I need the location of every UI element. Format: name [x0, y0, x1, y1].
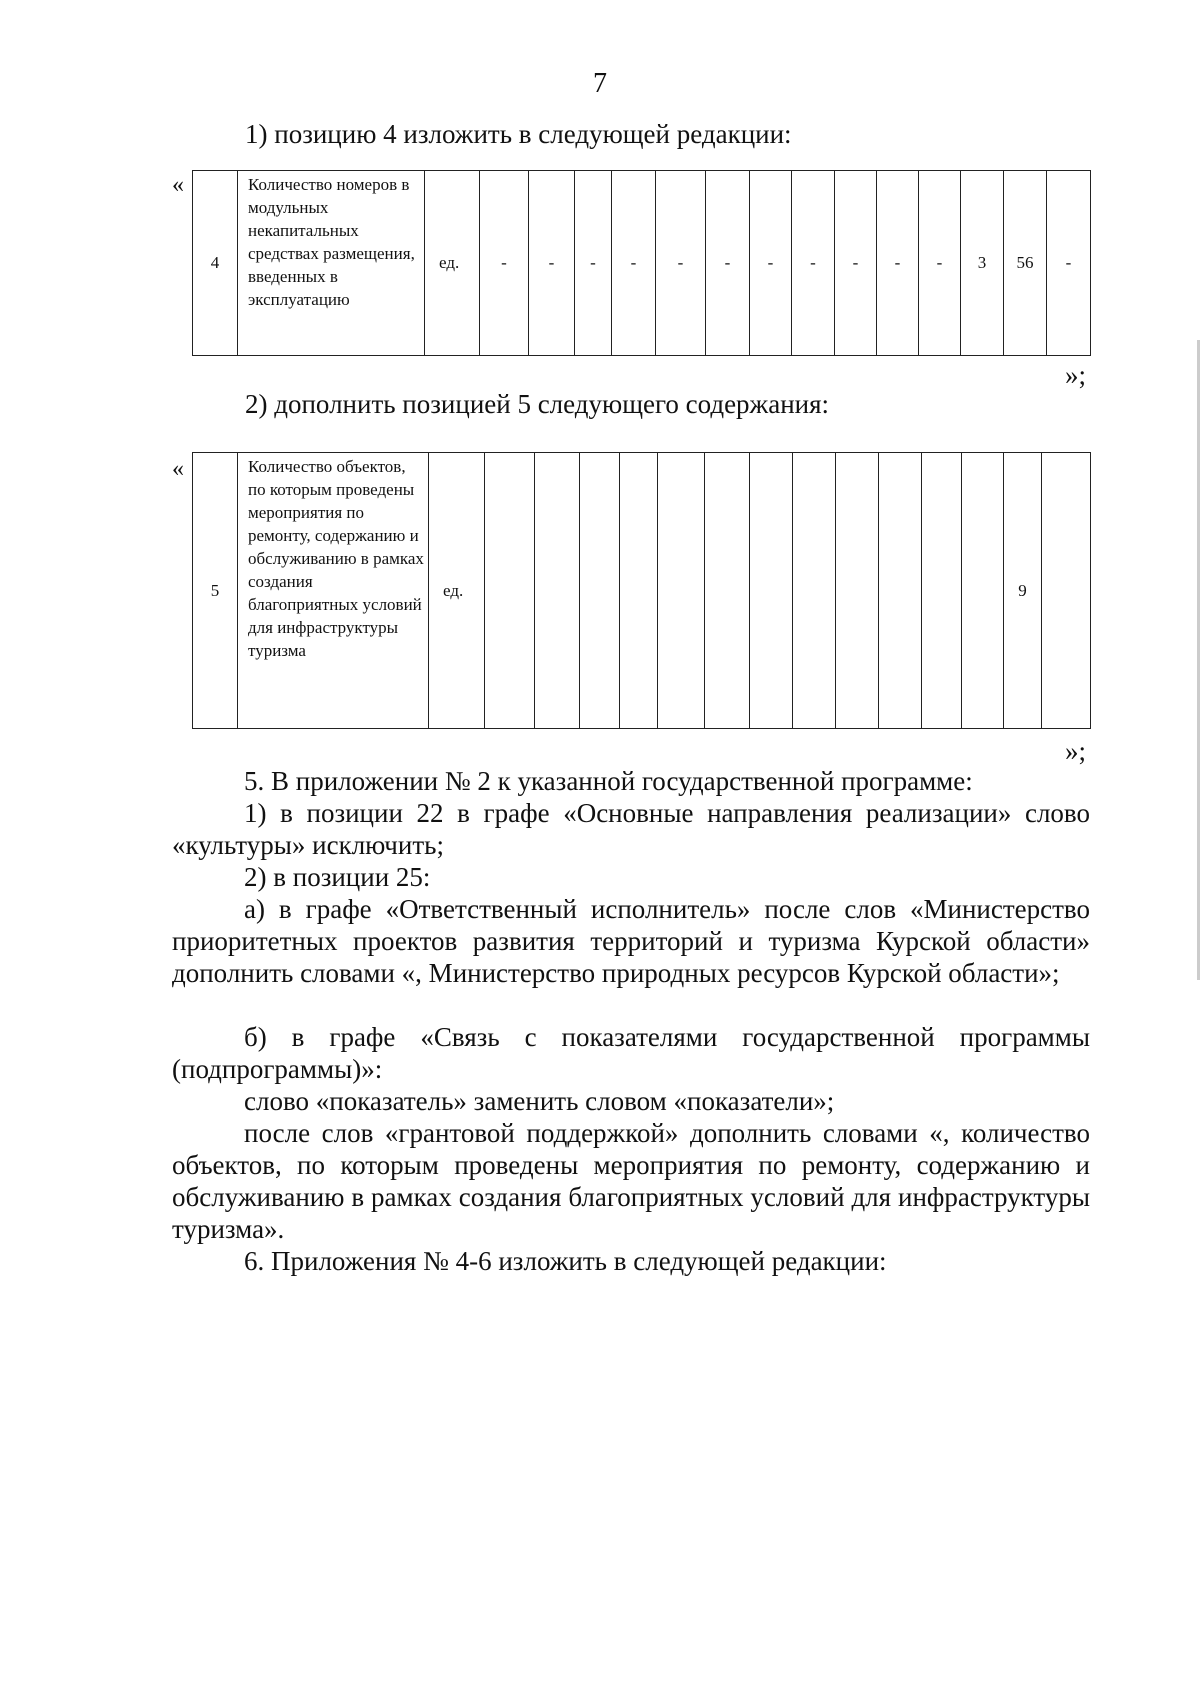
table2-quote-close: »; [1065, 736, 1087, 766]
table1-value: 56 [1004, 171, 1047, 356]
table2-value [535, 453, 580, 729]
table1-value: - [706, 171, 750, 356]
table2-value [750, 453, 793, 729]
table2-position-5 [192, 452, 1091, 729]
table2-value [658, 453, 705, 729]
table1-quote-close: »; [1065, 360, 1087, 390]
table2-value [922, 453, 962, 729]
paragraph-5-2-b-1: слово «показатель» заменить словом «показатели»; [244, 1086, 835, 1116]
table2-value [580, 453, 620, 729]
table1-value: - [1047, 171, 1091, 356]
paragraph-5: 5. В приложении № 2 к указанной государственной программе: [244, 766, 973, 796]
table2-value [1042, 453, 1091, 729]
table2-value: 9 [1004, 453, 1042, 729]
table1-value: - [656, 171, 706, 356]
table2-row [193, 453, 1091, 729]
table2-value [705, 453, 750, 729]
paragraph-5-2-b: б) в графе «Связь с показателями государственной программы (подпрограммы)»: [172, 1022, 1090, 1084]
paragraph-6: 6. Приложения № 4-6 изложить в следующей редакции: [244, 1246, 887, 1276]
table1-name: Количество номеров в модульных некапитальных средствах размещения, введенных в эксплуатацию [238, 171, 425, 356]
table1-value: - [612, 171, 656, 356]
intro-line-position-4: 1) позицию 4 изложить в следующей редакции: [245, 119, 792, 149]
paragraph-5-2-b-2: после слов «грантовой поддержкой» дополнить словами «, количество объектов, по которым проведены мероприятия по ремонту, содержанию и обслуживанию в рамках создания благоприятных условий для инфраструктуры туризма». [172, 1118, 1090, 1244]
table1-unit: ед. [425, 171, 480, 356]
table1-value: - [575, 171, 612, 356]
table1-position-4 [192, 170, 1091, 356]
paragraph-5-1: 1) в позиции 22 в графе «Основные направления реализации» слово «культуры» исключить; [172, 798, 1090, 860]
table2-value [879, 453, 922, 729]
table2-name: Количество объектов, по которым проведены мероприятия по ремонту, содержанию и обслуживанию в рамках создания благоприятных условий для инфраструктуры туризма [238, 453, 429, 729]
table2-value [485, 453, 535, 729]
intro-line-position-5: 2) дополнить позицией 5 следующего содержания: [245, 389, 830, 419]
table2-value [620, 453, 658, 729]
table1-value: 3 [961, 171, 1004, 356]
table1-value: - [919, 171, 961, 356]
table2-quote-open: « [172, 456, 184, 482]
table2-value [793, 453, 836, 729]
page-number: 7 [593, 68, 607, 99]
table1-num: 4 [193, 171, 238, 356]
paragraph-5-2: 2) в позиции 25: [244, 862, 431, 892]
table1-value: - [835, 171, 877, 356]
table1-quote-open: « [172, 172, 184, 198]
table1-value: - [480, 171, 529, 356]
table1-value: - [750, 171, 792, 356]
table2-unit: ед. [429, 453, 485, 729]
table1-value: - [529, 171, 575, 356]
table2-num: 5 [193, 453, 238, 729]
table2-value [962, 453, 1004, 729]
table1-value: - [792, 171, 835, 356]
table1-row [193, 171, 1091, 356]
table1-value: - [877, 171, 919, 356]
table2-value [836, 453, 879, 729]
paragraph-5-2-a: а) в графе «Ответственный исполнитель» после слов «Министерство приоритетных проектов развития территорий и туризма Курской области» дополнить словами «, Министерство природных ресурсов Курской области»; [172, 894, 1090, 988]
